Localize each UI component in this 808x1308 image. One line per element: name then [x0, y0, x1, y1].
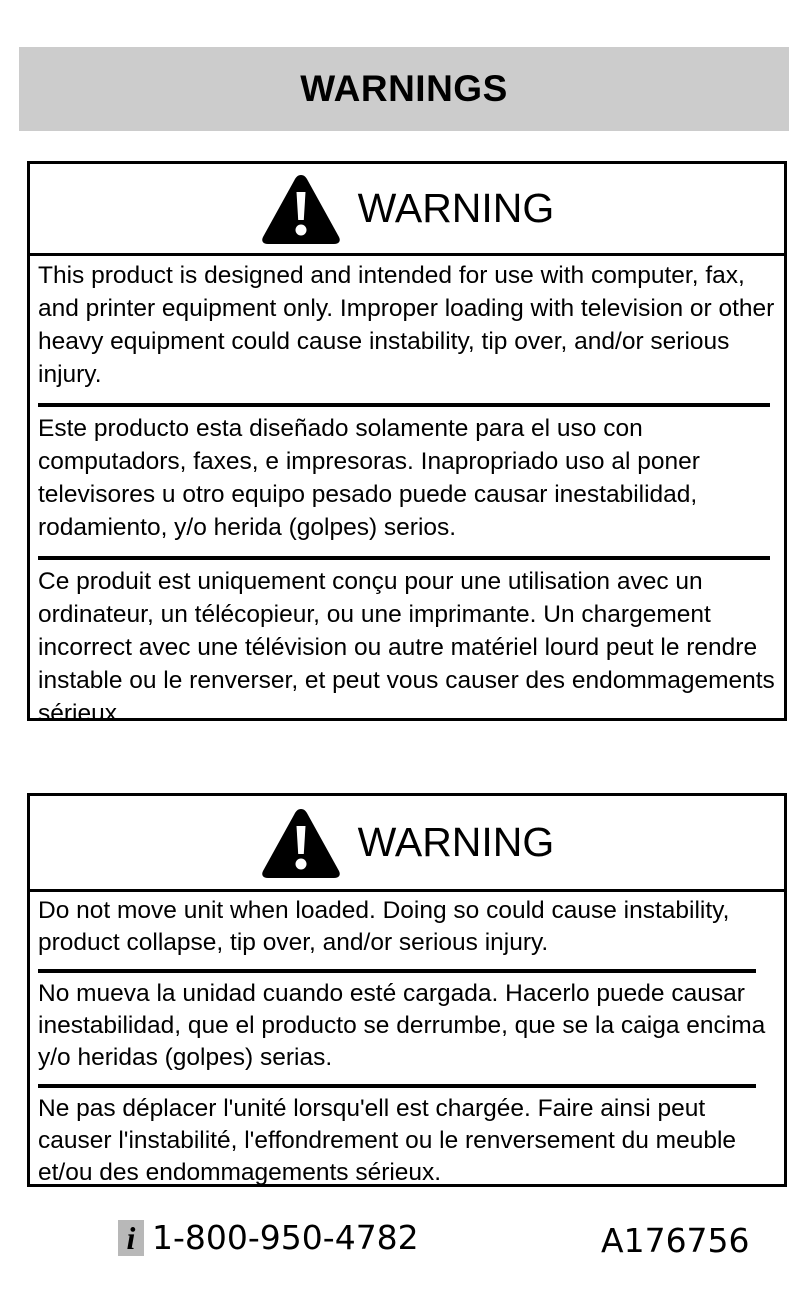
- warning-triangle-icon: [260, 172, 342, 246]
- part-number: A176756: [601, 1221, 750, 1260]
- warning-text-english: Do not move unit when loaded. Doing so could cause instability, product collapse, tip over, and/or serious injury.: [38, 897, 730, 956]
- warning-label: WARNING: [357, 185, 555, 231]
- divider: [38, 969, 756, 973]
- warning-text-english: This product is designed and intended for use with computer, fax, and printer equipment only. Improper loading with television or other heavy equipment could cause instability, tip over, and/or serious injury.: [38, 262, 775, 388]
- page-title: WARNINGS: [300, 68, 508, 109]
- info-icon: i: [118, 1220, 144, 1256]
- warning-box-moving: [27, 793, 787, 1187]
- divider: [38, 403, 770, 407]
- support-phone-number: 1-800-950-4782: [152, 1218, 419, 1257]
- warning-text-french: Ce produit est uniquement conçu pour une utilisation avec un ordinateur, un télécopieur, ou une imprimante. Un chargement incorrect avec une télévision ou autre matériel lourd peut le rendre instable ou le renverser, et peut vous causer des endommagements sérieux.: [38, 568, 775, 727]
- warning-text-spanish: No mueva la unidad cuando esté cargada. Hacerlo puede causar inestabilidad, que el producto se derrumbe, que se la caiga encima y/o heridas (golpes) serias.: [38, 980, 766, 1071]
- warning-label: WARNING: [357, 819, 555, 865]
- warning-header: [30, 796, 784, 892]
- warning-header: [30, 164, 784, 256]
- warning-triangle-icon: [260, 806, 342, 880]
- header-bar: [19, 47, 789, 131]
- warning-box-loading: [27, 161, 787, 727]
- support-contact: [118, 1218, 419, 1257]
- warning-text-french: Ne pas déplacer l'unité lorsqu'ell est chargée. Faire ainsi peut causer l'instabilité, l'effondrement ou le renversement du meuble et/ou des endommagements sérieux.: [38, 1095, 737, 1186]
- warning-text-spanish: Este producto esta diseñado solamente para el uso con computadors, faxes, e impresoras. Inapropriado uso al poner televisores u otro equipo pesado puede causar inestabilidad, rodamiento, y/o herida (golpes) serios.: [38, 415, 700, 541]
- divider: [38, 556, 770, 560]
- divider: [38, 1084, 756, 1088]
